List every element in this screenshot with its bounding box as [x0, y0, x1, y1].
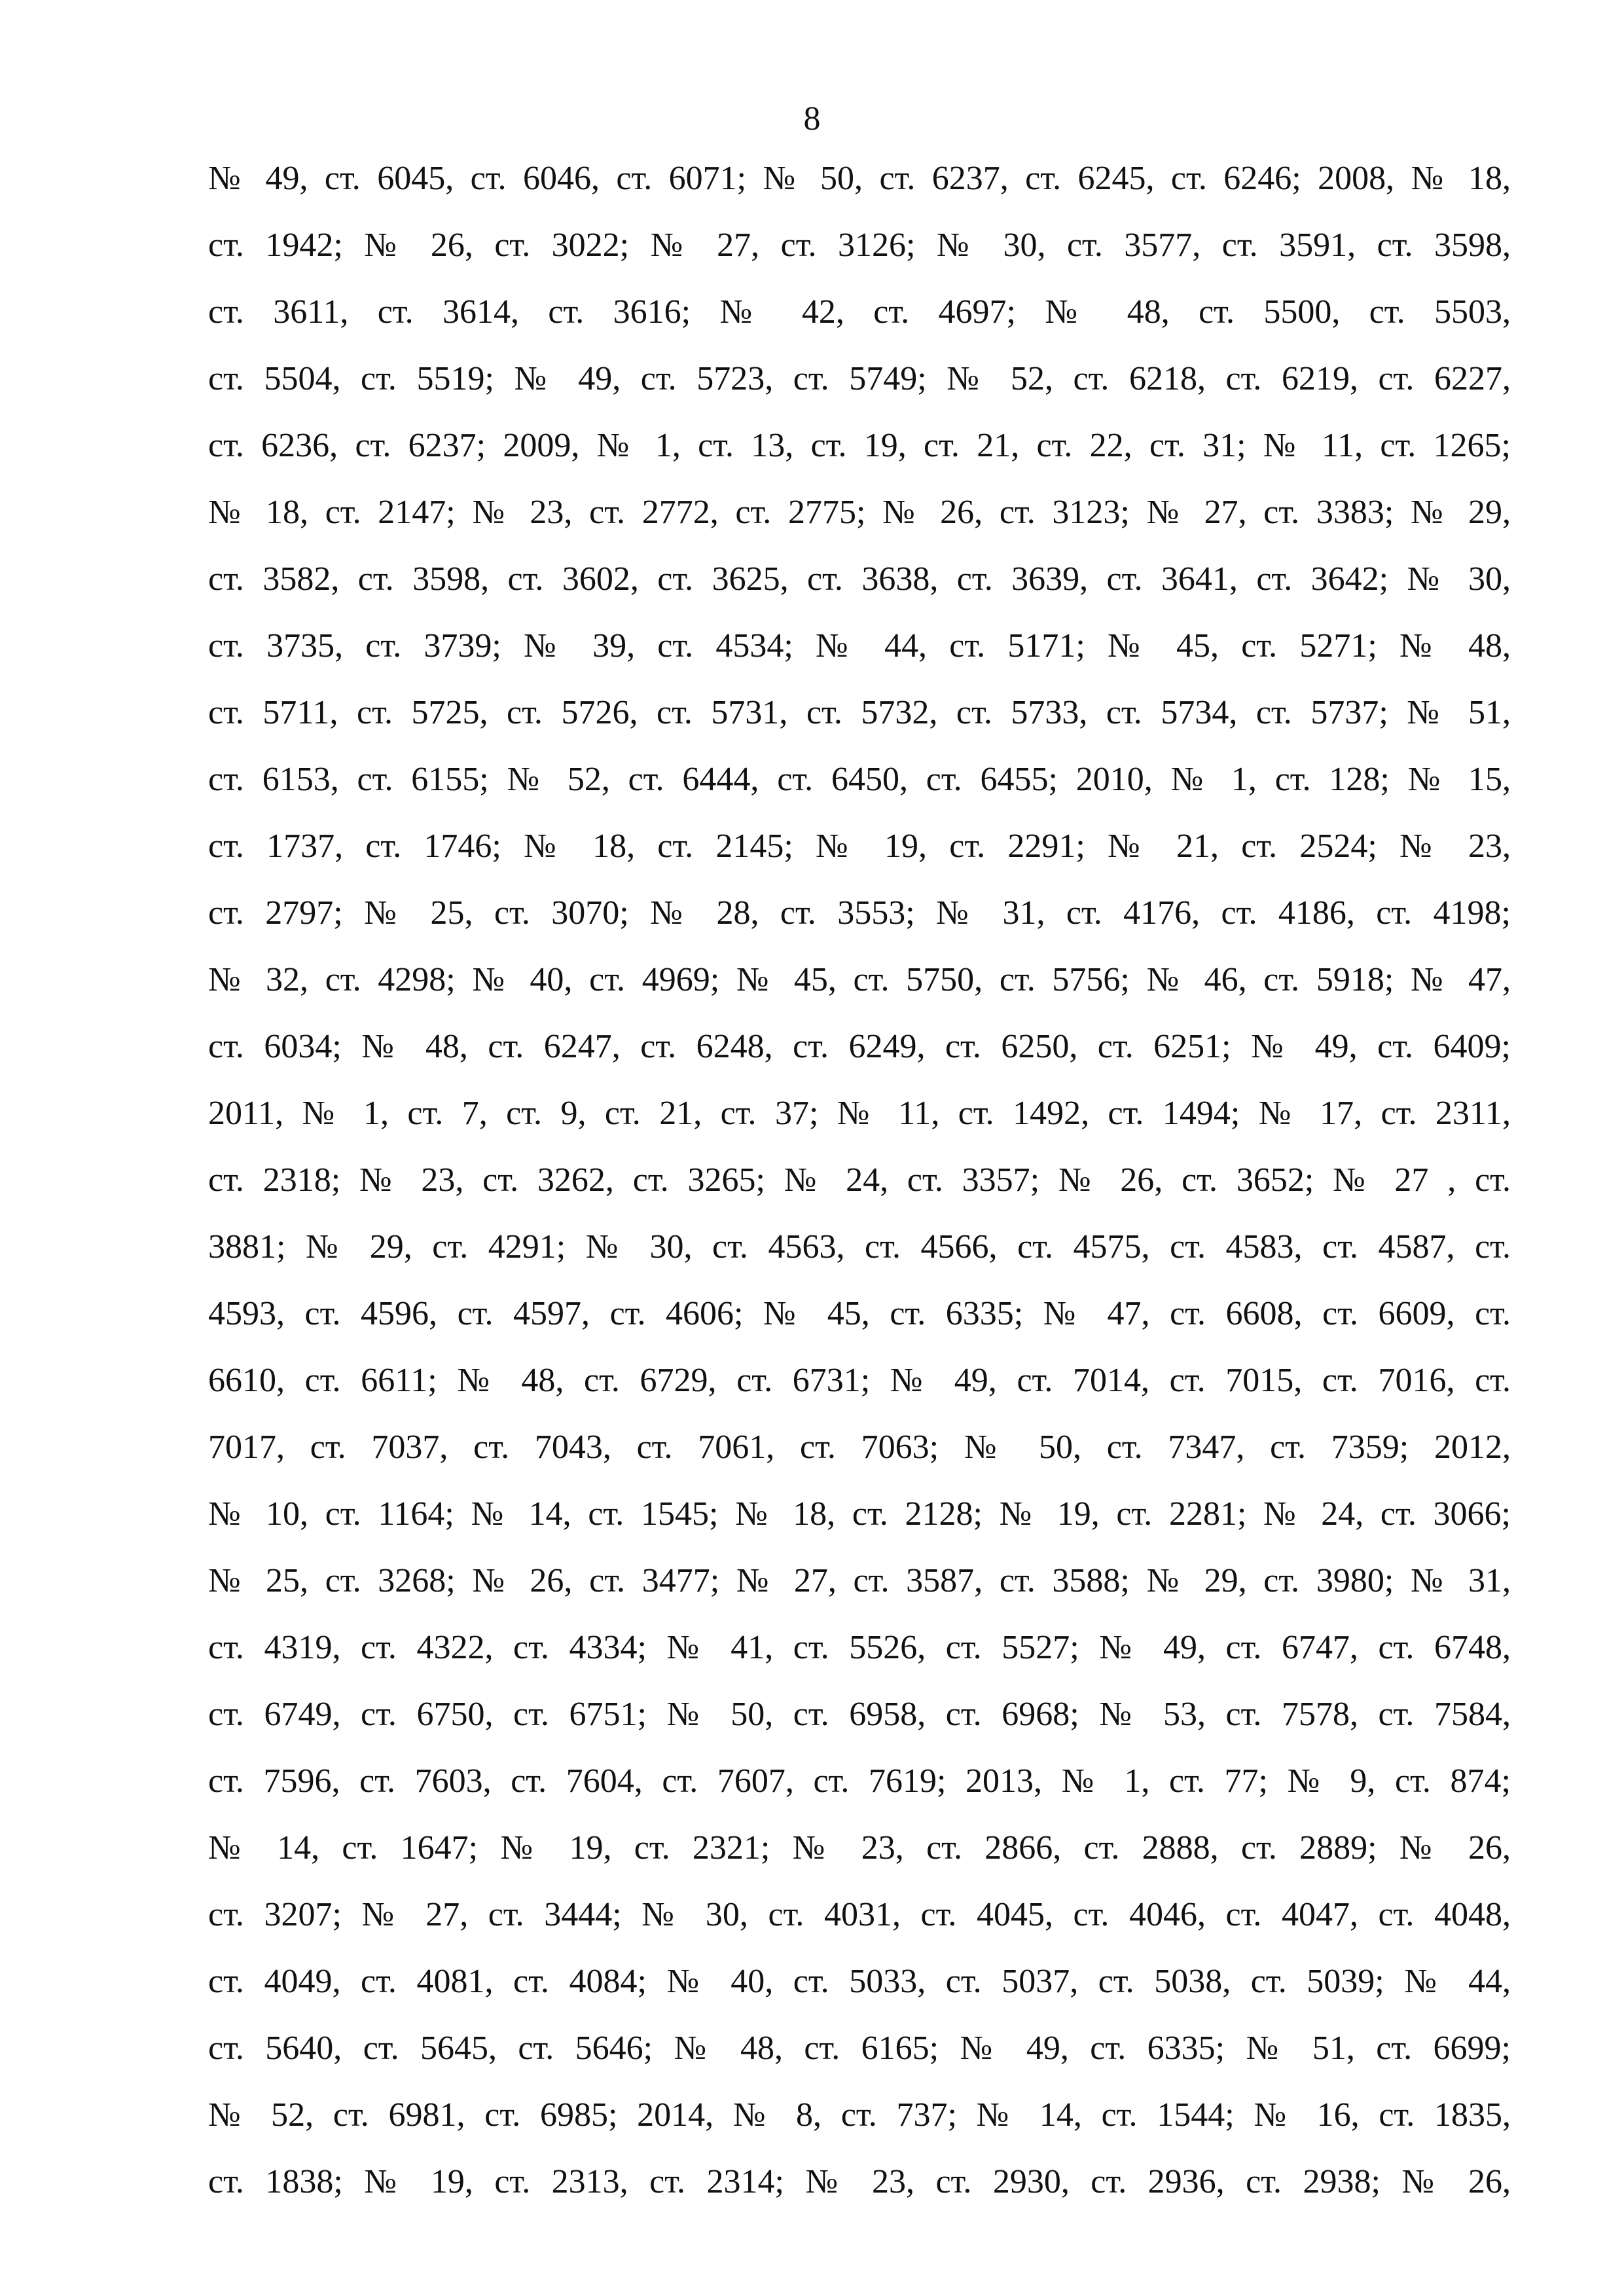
page-number: 8 [803, 100, 821, 137]
text-line: ст. 2318; № 23, ст. 3262, ст. 3265; № 24, ст. 3357; № 26, ст. 3652; № 27 , ст. [208, 1161, 1511, 1199]
text-line: ст. 5711, ст. 5725, ст. 5726, ст. 5731, ст. 5732, ст. 5733, ст. 5734, ст. 5737; № 51, [208, 694, 1511, 731]
text-line: ст. 2797; № 25, ст. 3070; № 28, ст. 3553; № 31, ст. 4176, ст. 4186, ст. 4198; [208, 894, 1511, 932]
text-line: ст. 6153, ст. 6155; № 52, ст. 6444, ст. 6450, ст. 6455; 2010, № 1, ст. 128; № 15, [208, 761, 1511, 798]
text-line: ст. 1838; № 19, ст. 2313, ст. 2314; № 23, ст. 2930, ст. 2936, ст. 2938; № 26, [208, 2163, 1511, 2200]
text-line: ст. 4049, ст. 4081, ст. 4084; № 40, ст. 5033, ст. 5037, ст. 5038, ст. 5039; № 44, [208, 1963, 1511, 2000]
body-text [208, 145, 1511, 2215]
text-line: № 52, ст. 6981, ст. 6985; 2014, № 8, ст. 737; № 14, ст. 1544; № 16, ст. 1835, [208, 2096, 1511, 2134]
text-line: ст. 5504, ст. 5519; № 49, ст. 5723, ст. 5749; № 52, ст. 6218, ст. 6219, ст. 6227, [208, 360, 1511, 397]
text-line: № 14, ст. 1647; № 19, ст. 2321; № 23, ст. 2866, ст. 2888, ст. 2889; № 26, [208, 1829, 1511, 1867]
text-line: 2011, № 1, ст. 7, ст. 9, ст. 21, ст. 37; № 11, ст. 1492, ст. 1494; № 17, ст. 2311, [208, 1095, 1511, 1132]
text-line: ст. 7596, ст. 7603, ст. 7604, ст. 7607, ст. 7619; 2013, № 1, ст. 77; № 9, ст. 874; [208, 1762, 1511, 1800]
text-line: 3881; № 29, ст. 4291; № 30, ст. 4563, ст. 4566, ст. 4575, ст. 4583, ст. 4587, ст. [208, 1228, 1511, 1266]
text-line: ст. 6034; № 48, ст. 6247, ст. 6248, ст. 6249, ст. 6250, ст. 6251; № 49, ст. 6409; [208, 1028, 1511, 1065]
text-line: 7017, ст. 7037, ст. 7043, ст. 7061, ст. 7063; № 50, ст. 7347, ст. 7359; 2012, [208, 1429, 1511, 1466]
text-line: № 32, ст. 4298; № 40, ст. 4969; № 45, ст. 5750, ст. 5756; № 46, ст. 5918; № 47, [208, 961, 1511, 998]
text-line: ст. 4319, ст. 4322, ст. 4334; № 41, ст. 5526, ст. 5527; № 49, ст. 6747, ст. 6748, [208, 1629, 1511, 1666]
text-line: ст. 5640, ст. 5645, ст. 5646; № 48, ст. 6165; № 49, ст. 6335; № 51, ст. 6699; [208, 2030, 1511, 2067]
text-line: ст. 6749, ст. 6750, ст. 6751; № 50, ст. 6958, ст. 6968; № 53, ст. 7578, ст. 7584, [208, 1696, 1511, 1733]
text-line: № 10, ст. 1164; № 14, ст. 1545; № 18, ст. 2128; № 19, ст. 2281; № 24, ст. 3066; [208, 1495, 1511, 1533]
text-line: ст. 1737, ст. 1746; № 18, ст. 2145; № 19, ст. 2291; № 21, ст. 2524; № 23, [208, 828, 1511, 865]
text-line: ст. 3207; № 27, ст. 3444; № 30, ст. 4031, ст. 4045, ст. 4046, ст. 4047, ст. 4048, [208, 1896, 1511, 1933]
text-line: ст. 6236, ст. 6237; 2009, № 1, ст. 13, ст. 19, ст. 21, ст. 22, ст. 31; № 11, ст. 1265; [208, 427, 1511, 464]
text-line: ст. 3582, ст. 3598, ст. 3602, ст. 3625, ст. 3638, ст. 3639, ст. 3641, ст. 3642; № 30, [208, 560, 1511, 598]
text-line: № 25, ст. 3268; № 26, ст. 3477; № 27, ст. 3587, ст. 3588; № 29, ст. 3980; № 31, [208, 1562, 1511, 1599]
text-line: № 49, ст. 6045, ст. 6046, ст. 6071; № 50, ст. 6237, ст. 6245, ст. 6246; 2008, № 18, [208, 160, 1511, 197]
text-line: ст. 3735, ст. 3739; № 39, ст. 4534; № 44, ст. 5171; № 45, ст. 5271; № 48, [208, 627, 1511, 665]
text-line: № 18, ст. 2147; № 23, ст. 2772, ст. 2775; № 26, ст. 3123; № 27, ст. 3383; № 29, [208, 494, 1511, 531]
text-line: ст. 3611, ст. 3614, ст. 3616; № 42, ст. 4697; № 48, ст. 5500, ст. 5503, [208, 293, 1511, 331]
text-line: 4593, ст. 4596, ст. 4597, ст. 4606; № 45, ст. 6335; № 47, ст. 6608, ст. 6609, ст. [208, 1295, 1511, 1332]
text-line: 6610, ст. 6611; № 48, ст. 6729, ст. 6731; № 49, ст. 7014, ст. 7015, ст. 7016, ст. [208, 1362, 1511, 1399]
text-line: ст. 1942; № 26, ст. 3022; № 27, ст. 3126; № 30, ст. 3577, ст. 3591, ст. 3598, [208, 227, 1511, 264]
